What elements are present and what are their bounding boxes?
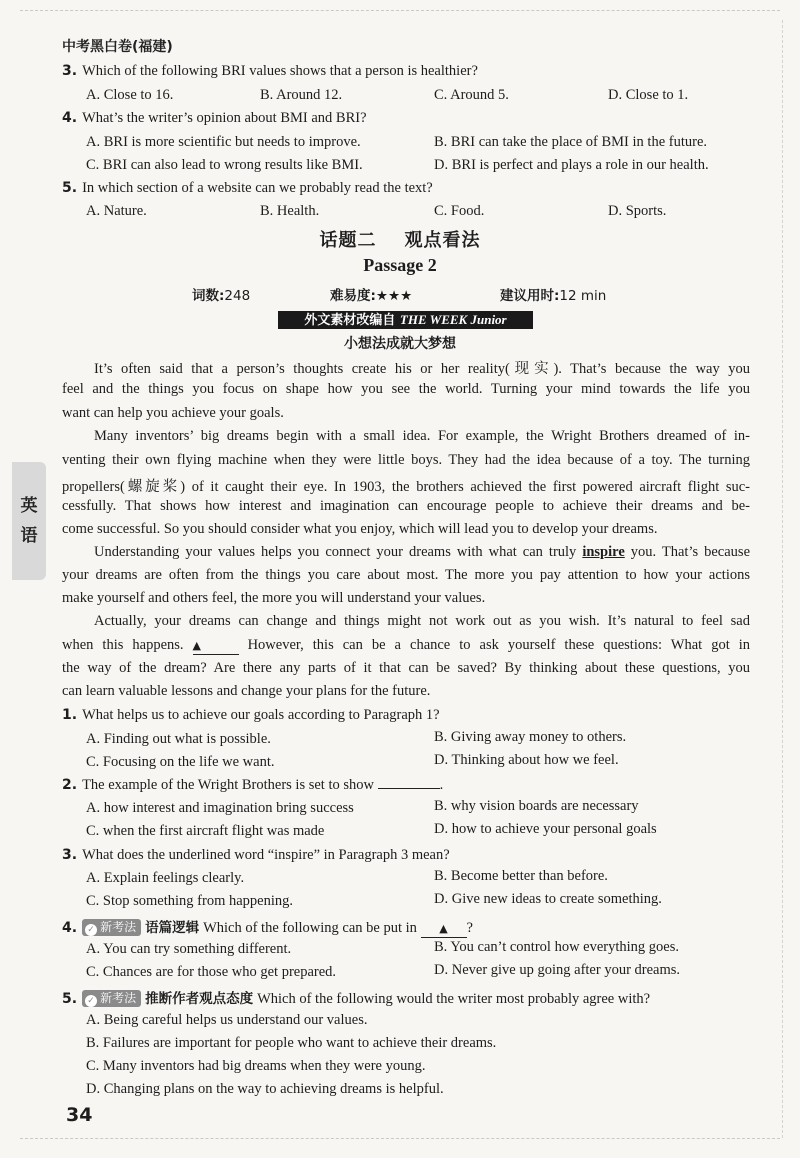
right-dashed-rule — [782, 20, 783, 1138]
paragraph-1-line: want can help you achieve your goals. — [62, 405, 284, 421]
option-b: B. Giving away money to others. — [434, 729, 627, 745]
question-number: 5. — [62, 991, 78, 1007]
option-a: A. Being careful helps us understand our values. — [86, 1012, 368, 1028]
new-exam-method-tag — [82, 919, 141, 936]
gap-blank — [421, 920, 467, 938]
triangle-icon: ▲ — [192, 639, 202, 652]
word-count-label: 词数: — [192, 288, 225, 304]
skill-label: 推断作者观点态度 — [145, 991, 254, 1007]
new-exam-method-tag — [82, 990, 141, 1007]
question-number: 4. — [62, 110, 78, 126]
option-c: C. when the first aircraft flight was made — [86, 823, 325, 839]
question-stem: What does the underlined word “inspire” in Paragraph 3 mean? — [82, 847, 450, 863]
question-number: 3. — [62, 63, 78, 79]
question-stem: Which of the following would the writer most probably agree with? — [257, 991, 651, 1007]
option-d: D. Thinking about how we feel. — [434, 752, 619, 768]
option-c: C. Around 5. — [434, 87, 509, 103]
topic-heading — [0, 226, 800, 252]
badge-icon: ✓ — [85, 924, 97, 936]
option-a: A. Nature. — [86, 203, 147, 219]
book-header: 中考黑白卷(福建) — [62, 39, 173, 55]
option-b: B. why vision boards are necessary — [434, 798, 639, 814]
option-c: C. BRI can also lead to wrong results like BMI. — [86, 157, 363, 173]
paragraph-4-line: the way of the dream? Are there any parts of it that can be saved? By thinking about these questions, you — [62, 660, 750, 676]
question-4 — [62, 916, 473, 938]
question-stem: What’s the writer’s opinion about BMI and BRI? — [82, 110, 367, 126]
underlined-word-inspire: inspire — [582, 544, 625, 560]
paragraph-1-line: It’s often said that a person’s thoughts create his or her reality(现实). That’s because the way you — [94, 361, 750, 377]
option-a: A. Explain feelings clearly. — [86, 870, 245, 886]
difficulty-label: 难易度: — [330, 288, 376, 304]
topic-part-1: 话题二 — [319, 230, 377, 251]
bottom-dashed-rule — [20, 1138, 780, 1139]
question-number: 3. — [62, 847, 78, 863]
question-5-prev — [62, 180, 433, 197]
topic-part-2: 观点看法 — [404, 230, 481, 251]
option-b: B. Become better than before. — [434, 868, 608, 884]
question-stem: The example of the Wright Brothers is set to show — [82, 777, 374, 793]
question-stem-end: ? — [466, 920, 473, 936]
option-c: C. Focusing on the life we want. — [86, 754, 275, 770]
paragraph-4-line — [62, 637, 750, 655]
paragraph-3-line: your dreams are often from the things you care about most. The more you pay attention to how your actions — [62, 567, 750, 583]
option-d: D. Changing plans on the way to achieving dreams is helpful. — [86, 1081, 444, 1097]
question-number: 2. — [62, 777, 78, 793]
option-b: B. Health. — [260, 203, 320, 219]
question-2 — [62, 777, 443, 794]
difficulty-stars: ★★★ — [375, 288, 413, 304]
option-a: A. Close to 16. — [86, 87, 174, 103]
source-name: THE WEEK Junior — [399, 312, 507, 327]
paragraph-3-line — [94, 544, 750, 561]
question-3 — [62, 847, 450, 864]
tag-label: 新考法 — [100, 991, 137, 1005]
option-d: D. how to achieve your personal goals — [434, 821, 657, 837]
paragraph-2-line: Many inventors’ big dreams begin with a small idea. For example, the Wright Brothers dreamed of in- — [94, 428, 750, 444]
difficulty — [330, 284, 412, 304]
page-number: 34 — [66, 1104, 93, 1126]
suggested-time — [500, 284, 606, 304]
option-c: C. Many inventors had big dreams when they were young. — [86, 1058, 426, 1074]
option-b: B. Failures are important for people who want to achieve their dreams. — [86, 1035, 497, 1051]
paragraph-4-line: Actually, your dreams can change and things might not work out as you wish. It’s natural to feel sad — [94, 613, 750, 629]
time-value: 12 min — [559, 288, 607, 304]
paragraph-1-line: feel and the things you focus on shape how you see the world. Turning your mind towards the life you — [62, 381, 750, 397]
gap-blank — [193, 637, 239, 655]
source-banner — [278, 311, 533, 329]
word-count-value: 248 — [224, 288, 251, 304]
paragraph-2-line: venting their own flying machine when they were little boys. They had the idea because of a toy. The turning — [62, 452, 750, 468]
p4-text-before: when this happens. — [62, 637, 184, 653]
option-c: C. Food. — [434, 203, 485, 219]
option-a: A. You can try something different. — [86, 941, 292, 957]
option-a: A. how interest and imagination bring success — [86, 800, 354, 816]
option-b: B. BRI can take the place of BMI in the future. — [434, 134, 708, 150]
option-a: A. Finding out what is possible. — [86, 731, 271, 747]
answer-blank — [378, 788, 440, 789]
paragraph-2-line: propellers(螺旋桨) of it caught their eye. In 1903, the brothers achieved the first powered aircraft flight suc- — [62, 479, 750, 495]
option-b: B. Around 12. — [260, 87, 343, 103]
option-d: D. Give new ideas to create something. — [434, 891, 662, 907]
time-label: 建议用时: — [500, 288, 560, 304]
side-tab-char-2: 语 — [20, 526, 38, 546]
word-count — [192, 284, 250, 304]
question-4-prev — [62, 110, 367, 127]
subject-side-tab — [12, 462, 46, 580]
tag-label: 新考法 — [100, 920, 137, 934]
question-number: 1. — [62, 707, 78, 723]
p3-text-before: Understanding your values helps you connect your dreams with what can truly — [94, 544, 577, 560]
question-1 — [62, 707, 440, 724]
triangle-icon: ▲ — [439, 922, 448, 935]
source-prefix: 外文素材改编自 — [304, 313, 396, 328]
passage-title: Passage 2 — [363, 255, 437, 275]
option-b: B. You can’t control how everything goes. — [434, 939, 679, 955]
top-dashed-rule — [20, 10, 780, 11]
side-tab-char-1: 英 — [20, 496, 38, 516]
article-title: 小想法成就大梦想 — [344, 336, 456, 352]
option-d: D. Never give up going after your dreams. — [434, 962, 681, 978]
paragraph-3-line: make yourself and others feel, the more you will understand your values. — [62, 590, 486, 606]
question-stem: In which section of a website can we probably read the text? — [82, 180, 433, 196]
question-3-prev — [62, 63, 478, 80]
option-c: C. Stop something from happening. — [86, 893, 294, 909]
option-a: A. BRI is more scientific but needs to improve. — [86, 134, 361, 150]
p4-text-after: However, this can be a chance to ask yourself these questions: What got in — [247, 637, 751, 653]
badge-icon: ✓ — [85, 995, 97, 1007]
paragraph-2-line: come successful. So you should consider what you enjoy, which will lead you to develop your dreams. — [62, 521, 658, 537]
option-d: D. Sports. — [608, 203, 667, 219]
question-5 — [62, 987, 650, 1008]
skill-label: 语篇逻辑 — [145, 920, 200, 936]
paragraph-4-line: can learn valuable lessons and change your plans for the future. — [62, 683, 431, 699]
p3-text-after: you. That’s because — [630, 544, 750, 560]
question-number: 5. — [62, 180, 78, 196]
option-d: D. BRI is perfect and plays a role in our health. — [434, 157, 709, 173]
question-stem: Which of the following can be put in — [203, 920, 417, 936]
option-c: C. Chances are for those who get prepared. — [86, 964, 337, 980]
paragraph-2-line: cessfully. That shows how interest and imagination can encourage people to achieve their dreams and be- — [62, 498, 750, 514]
question-stem: What helps us to achieve our goals according to Paragraph 1? — [82, 707, 440, 723]
option-d: D. Close to 1. — [608, 87, 689, 103]
question-stem-end: . — [439, 777, 444, 793]
question-number: 4. — [62, 920, 78, 936]
question-stem: Which of the following BRI values shows that a person is healthier? — [82, 63, 478, 79]
